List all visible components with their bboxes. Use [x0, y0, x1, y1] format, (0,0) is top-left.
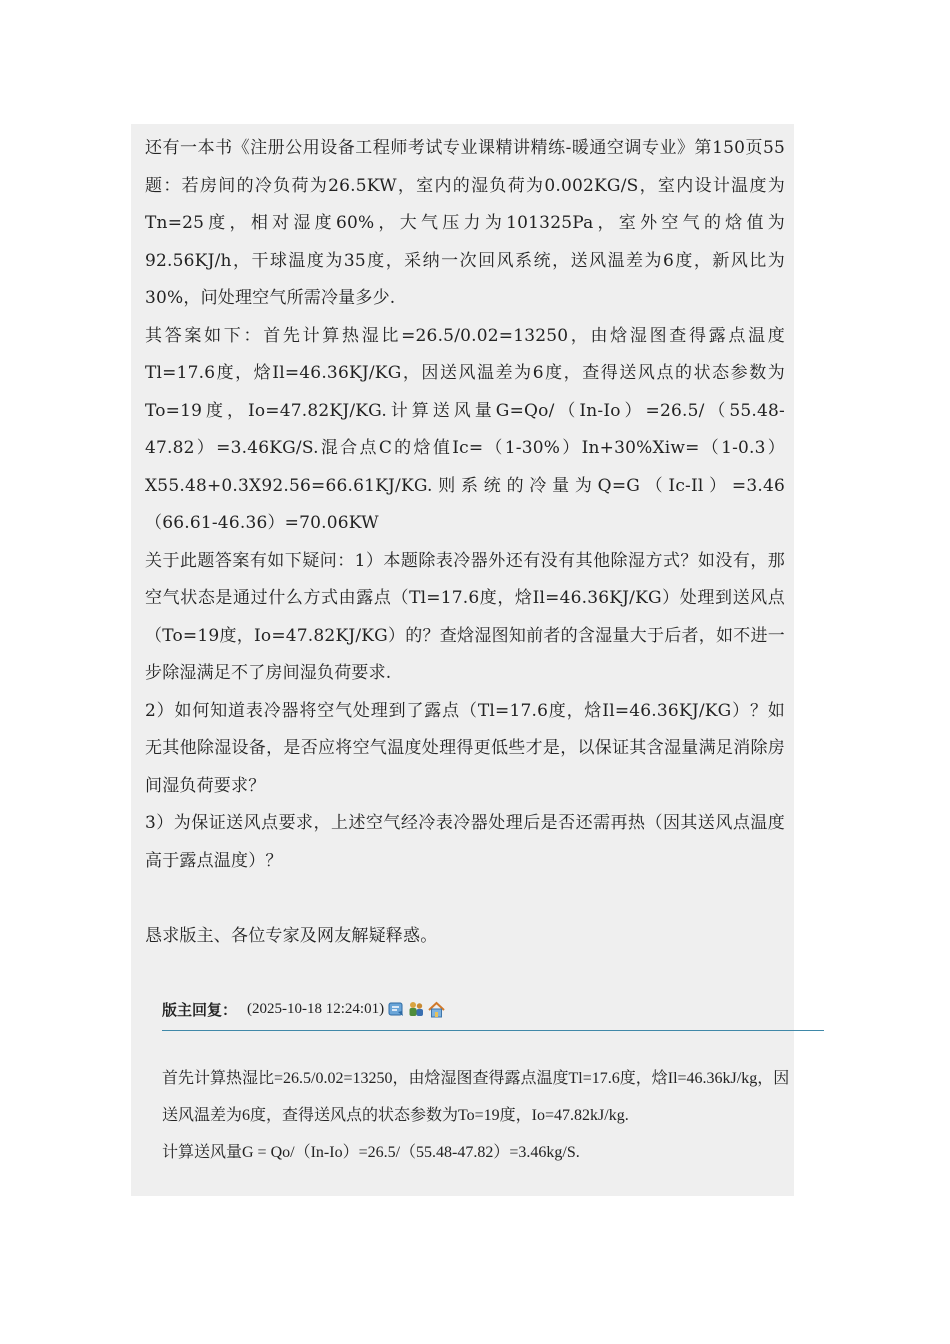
home-icon[interactable] [427, 1000, 446, 1019]
doubt-paragraph-1: 关于此题答案有如下疑问：1）本题除表冷器外还有没有其他除湿方式？如没有，那空气状态是通过什么方式由露点（Tl=17.6度，焓Il=46.36KJ/KG）处理到送风点（To=19度，Io=47.82KJ/KG）的？查焓湿图知前者的含湿量大于后者，如不进一步除湿满足不了房间湿负荷要求. [145, 550, 785, 683]
question-text [145, 130, 785, 955]
reply-line-1: 首先计算热湿比=26.5/0.02=13250，由焓湿图查得露点温度Tl=17.6度，焓Il=46.36kJ/kg，因送风温差为6度，查得送风点的状态参数为To=19度，Io=47.82kJ/kg. [162, 1070, 790, 1124]
answer-paragraph: 其答案如下：首先计算热湿比=26.5/0.02=13250，由焓湿图查得露点温度Tl=17.6度，焓Il=46.36KJ/KG，因送风温差为6度，查得送风点的状态参数为To=19度，Io=47.82KJ/KG.计算送风量G=Qo/（In-Io）=26.5/（55.48-47.82）=3.46KG/S.混合点C的焓值Ic=（1-30%）In+30%Xiw=（1-0.3）X55.48+0.3X92.56=66.61KJ/KG.则系统的冷量为Q=G（Ic-Il）=3.46（66.61-46.36）=70.06KW [145, 325, 785, 533]
reply-header [162, 996, 446, 1022]
users-icon[interactable] [407, 1000, 426, 1019]
closing-request: 恳求版主、各位专家及网友解疑释惑。 [145, 925, 438, 946]
question-paragraph-1: 还有一本书《注册公用设备工程师考试专业课精讲精练-暖通空调专业》第150页55题：若房间的冷负荷为26.5KW，室内的湿负荷为0.002KG/S，室内设计温度为Tn=25度，相对湿度60%，大气压力为101325Pa，室外空气的焓值为92.56KJ/h，干球温度为35度，采纳一次回风系统，送风温差为6度，新风比为30%，问处理空气所需冷量多少. [145, 138, 785, 308]
reply-line-2: 计算送风量G = Qo/（In-Io）=26.5/（55.48-47.82）=3.46kg/S. [162, 1144, 580, 1161]
reply-label: 版主回复： [162, 1002, 238, 1019]
paragraph-gap [145, 880, 785, 918]
reply-divider [162, 1030, 824, 1031]
reply-body [162, 1060, 792, 1171]
reply-timestamp: (2025-10-18 12:24:01) [247, 1000, 385, 1017]
doubt-paragraph-3: 3）为保证送风点要求，上述空气经冷表冷器处理后是否还需再热（因其送风点温度高于露点温度）？ [145, 813, 785, 871]
quote-icon[interactable] [387, 1000, 406, 1019]
doubt-paragraph-2: 2）如何知道表冷器将空气处理到了露点（Tl=17.6度，焓Il=46.36KJ/KG）？如无其他除湿设备，是否应将空气温度处理得更低些才是，以保证其含湿量满足消除房间湿负荷要求？ [145, 700, 785, 796]
